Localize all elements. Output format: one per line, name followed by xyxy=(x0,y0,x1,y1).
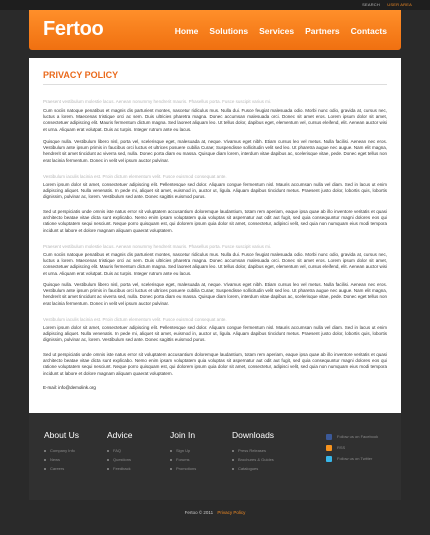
twitter-icon xyxy=(326,456,332,462)
footer-link[interactable]: Press Releases xyxy=(232,448,274,457)
footer-link[interactable]: News xyxy=(44,457,79,466)
body-paragraph: Quisque nulla. Vestibulum libero nisl, porta vel, scelerisque eget, malesuada at, neque. Vivamus eget nibh. Etiam cursus leo vel metus. Nulla facilisi. Aenean nec eros. Vestibulum ante ipsum primis in faucibus orci luctus et ultrices posuere cubilia Curae; Suspendisse sollicitudin velit sed leo. Ut pharetra augue nec augue. Nam elit magna, hendrerit sit amet tincidunt ac viverra sed, nulla. Donec porta diam eu massa. Quisque diam lorem, interdum vitae dapibus ac, scelerisque vitae, pede. Donec eget tellus non erat lacinia fermentum. Donec in velit vel ipsum auctor pulvinar. xyxy=(43,282,387,306)
footer xyxy=(29,413,401,500)
body-paragraph: Sed ut perspiciatis unde omnis iste natus error sit voluptatem accusantium doloremque laudantium, totam rem aperiam, eaque ipsa quae ab illo inventore veritatis et quasi architecto beatae vitae dicta sunt explicabo. Nemo enim ipsam voluptatem quia voluptas sit aspernatur aut odit aut fugit, sed quia consequuntur magni dolores eos qui ratione voluptatem sequi nesciunt. Neque porro quisquam est, qui dolorem ipsum quia dolor sit amet, consectetur, adipisci velit, sed quia non numquam eius modi tempora incidunt ut labore et dolore magnam aliquam quaerat voluptatem. xyxy=(43,352,387,376)
footer-link[interactable]: Company Info xyxy=(44,448,79,457)
top-bar xyxy=(0,0,430,10)
main-nav xyxy=(175,26,387,36)
social-label: Follow us on Twitter xyxy=(337,456,373,461)
main-content xyxy=(29,58,401,413)
nav-solutions[interactable]: Solutions xyxy=(209,26,249,36)
nav-home[interactable]: Home xyxy=(174,26,199,36)
footer-heading: About Us xyxy=(44,430,79,440)
top-links xyxy=(356,2,412,7)
footer-link[interactable]: Sign Up xyxy=(170,448,196,457)
intro-paragraph: Vestibulum iaculis lacinia est. Proin dictum elementum velit. Fusce euismod consequat ante. xyxy=(43,174,227,179)
title-divider xyxy=(43,84,387,85)
copyright-text: Fertoo © 2011 xyxy=(184,510,214,515)
body-paragraph: Lorem ipsum dolor sit amet, consectetuer adipiscing elit. Pellentesque sed dolor. Aliquam congue fermentum nisl. Mauris accumsan nulla vel diam. Sed in lacus ut enim adipiscing aliquet. Nulla venenatis. In pede mi, aliquet sit amet, euismod in, auctor ut, ligula. Aliquam dapibus tincidunt metus. Praesent justo dolor, lobortis quis, lobortis dignissim, pulvinar ac, lorem. Vestibulum sed ante. Donec sagittis euismod purus. xyxy=(43,182,387,200)
body-paragraph: Cum sociis natoque penatibus et magnis dis parturient montes, nascetur ridiculus mus. Nulla dui. Fusce feugiat malesuada odio. Morbi nunc odio, gravida at, cursus nec, luctus a lorem. Maecenas tristique orci ac sem. Duis ultricies pharetra magna. Donec accumsan malesuada orci. Donec sit amet eros. Lorem ipsum dolor sit amet, consectetuer adipiscing elit. Mauris fermentum dictum magna. Sed laoreet aliquam leo. Ut tellus dolor, dapibus eget, elementum vel, cursus eleifend, elit. Aenean auctor wisi et urna. Aliquam erat volutpat. Duis ac turpis. Integer rutrum ante eu lacus. xyxy=(43,252,387,276)
footer-link[interactable]: Careers xyxy=(44,466,79,475)
intro-paragraph: Praesent vestibulum molestie lacus. Aenean nonummy hendrerit mauris. Phasellus porta. Fusce suscipit varius mi. xyxy=(43,244,272,249)
footer-heading: Join In xyxy=(170,430,196,440)
body-paragraph: Lorem ipsum dolor sit amet, consectetuer adipiscing elit. Pellentesque sed dolor. Aliquam congue fermentum nisl. Mauris accumsan nulla vel diam. Sed in lacus ut enim adipiscing aliquet. Nulla venenatis. In pede mi, aliquet sit amet, euismod in, auctor ut, ligula. Aliquam dapibus tincidunt metus. Praesent justo dolor, lobortis quis, lobortis dignissim, pulvinar ac, lorem. Vestibulum sed ante. Donec sagittis euismod purus. xyxy=(43,325,387,343)
nav-services[interactable]: Services xyxy=(259,26,295,36)
facebook-icon xyxy=(326,434,332,440)
social-twitter[interactable] xyxy=(326,453,378,464)
social-links xyxy=(326,431,378,464)
social-label: RSS xyxy=(337,445,346,450)
footer-column-join xyxy=(170,430,196,475)
footer-link[interactable]: Promotions xyxy=(170,466,196,475)
social-facebook[interactable] xyxy=(326,431,378,442)
footer-column-about xyxy=(44,430,79,475)
footer-link[interactable]: Forums xyxy=(170,457,196,466)
footer-column-downloads xyxy=(232,430,274,475)
body-paragraph: Sed ut perspiciatis unde omnis iste natus error sit voluptatem accusantium doloremque laudantium, totam rem aperiam, eaque ipsa quae ab illo inventore veritatis et quasi architecto beatae vitae dicta sunt explicabo. Nemo enim ipsam voluptatem quia voluptas sit aspernatur aut odit aut fugit, sed quia consequuntur magni dolores eos qui ratione voluptatem sequi nesciunt. Neque porro quisquam est, qui dolorem ipsum quia dolor sit amet, consectetur, adipisci velit, sed quia non numquam eius modi tempora incidunt ut labore et dolore magnam aliquam quaerat voluptatem. xyxy=(43,209,387,233)
social-label: Follow us on Facebook xyxy=(337,434,379,439)
intro-paragraph: Vestibulum iaculis lacinia est. Proin dictum elementum velit. Fusce euismod consequat ante. xyxy=(43,317,227,322)
email-link[interactable]: info@demolink.org xyxy=(58,385,96,390)
footer-link[interactable]: Questions xyxy=(107,457,133,466)
email-line xyxy=(43,385,387,391)
copyright-bar xyxy=(0,510,430,515)
nav-partners[interactable]: Partners xyxy=(305,26,340,36)
user-area-link[interactable]: USER AREA xyxy=(387,2,412,7)
footer-link[interactable]: FAQ xyxy=(107,448,133,457)
page-title: PRIVACY POLICY xyxy=(43,70,119,80)
intro-paragraph: Praesent vestibulum molestie lacus. Aenean nonummy hendrerit mauris. Phasellus porta. Fusce suscipit varius mi. xyxy=(43,99,272,104)
body-paragraph: Quisque nulla. Vestibulum libero nisl, porta vel, scelerisque eget, malesuada at, neque. Vivamus eget nibh. Etiam cursus leo vel metus. Nulla facilisi. Aenean nec eros. Vestibulum ante ipsum primis in faucibus orci luctus et ultrices posuere cubilia Curae; Suspendisse sollicitudin velit sed leo. Ut pharetra augue nec augue. Nam elit magna, hendrerit sit amet tincidunt ac viverra sed, nulla. Donec porta diam eu massa. Quisque diam lorem, interdum vitae dapibus ac, scelerisque vitae, pede. Donec eget tellus non erat lacinia fermentum. Donec in velit vel ipsum auctor pulvinar. xyxy=(43,139,387,163)
footer-link[interactable]: Feedback xyxy=(107,466,133,475)
privacy-policy-link[interactable]: Privacy Policy xyxy=(217,510,246,515)
footer-column-advice xyxy=(107,430,133,475)
nav-contacts[interactable]: Contacts xyxy=(350,26,387,36)
footer-link[interactable]: Catalogues xyxy=(232,466,274,475)
footer-heading: Advice xyxy=(107,430,133,440)
header xyxy=(29,10,401,50)
body-paragraph: Cum sociis natoque penatibus et magnis dis parturient montes, nascetur ridiculus mus. Nulla dui. Fusce feugiat malesuada odio. Morbi nunc odio, gravida at, cursus nec, luctus a lorem. Maecenas tristique orci ac sem. Duis ultricies pharetra magna. Donec accumsan malesuada orci. Donec sit amet eros. Lorem ipsum dolor sit amet, consectetuer adipiscing elit. Mauris fermentum dictum magna. Sed laoreet aliquam leo. Ut tellus dolor, dapibus eget, elementum vel, cursus eleifend, elit. Aenean auctor wisi et urna. Aliquam erat volutpat. Duis ac turpis. Integer rutrum ante eu lacus. xyxy=(43,108,387,132)
logo[interactable]: Fertoo xyxy=(43,18,104,40)
rss-icon xyxy=(326,445,332,451)
footer-link[interactable]: Brochures & Guides xyxy=(232,457,274,466)
search-link[interactable]: SEARCH xyxy=(362,2,380,7)
footer-heading: Downloads xyxy=(232,430,275,440)
social-rss[interactable] xyxy=(326,442,378,453)
email-label: E-mail: xyxy=(43,385,58,390)
